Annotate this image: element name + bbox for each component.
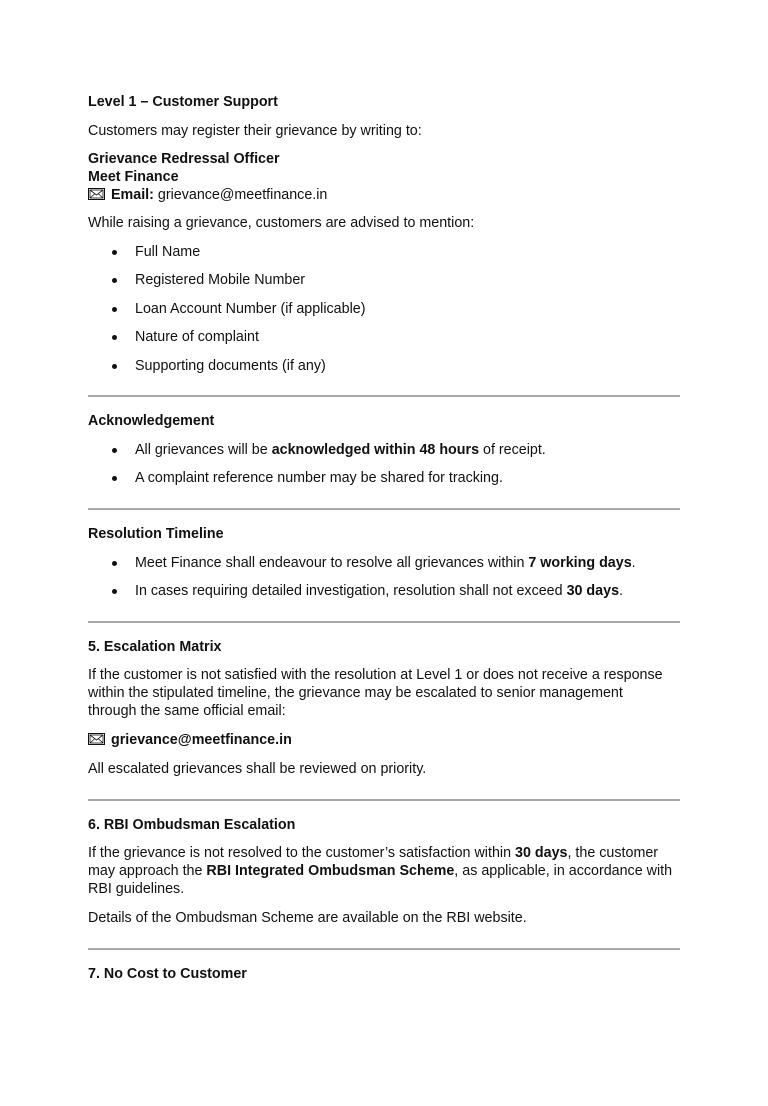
section-divider (88, 799, 680, 801)
list-text-bold: 30 days (566, 583, 620, 600)
list-text: . (631, 554, 636, 571)
escalation-email-link[interactable]: grievance@meetfinance.in (111, 732, 292, 749)
list-item (88, 554, 680, 572)
email-label: Email: (111, 187, 154, 203)
paragraph-line: within the stipulated timeline, the grievance may be escalated to senior management (88, 685, 623, 702)
paragraph-line: through the same official email: (88, 703, 286, 720)
company-name: Meet Finance (88, 169, 179, 185)
list-item: A complaint reference number may be shared for tracking. (88, 469, 680, 487)
paragraph-text: RBI guidelines. (88, 881, 185, 898)
paragraph-text: , the customer (567, 845, 659, 862)
section-divider (88, 508, 680, 510)
paragraph-line: If the customer is not satisfied with the resolution at Level 1 or does not receive a response (88, 667, 663, 684)
list-text-bold: 7 working days (528, 554, 632, 571)
list-text: . (619, 583, 624, 600)
resolution-heading: Resolution Timeline (88, 526, 224, 543)
list-text: Meet Finance shall endeavour to resolve all grievances within (135, 554, 529, 571)
list-text: of receipt. (479, 441, 546, 458)
document-content (88, 93, 680, 983)
email-line (88, 186, 680, 204)
ombudsman-details-note: Details of the Ombudsman Scheme are available on the RBI website. (88, 910, 527, 927)
paragraph-text: may approach the (88, 863, 207, 880)
resolution-list (88, 554, 680, 601)
list-item: Supporting documents (if any) (88, 357, 680, 375)
section-divider (88, 948, 680, 950)
paragraph-text: If the grievance is not resolved to the customer’s satisfaction within (88, 845, 516, 862)
acknowledgement-list (88, 441, 680, 488)
envelope-icon (88, 733, 105, 745)
list-item (88, 582, 680, 600)
email-link[interactable]: grievance@meetfinance.in (157, 187, 328, 203)
list-item: Nature of complaint (88, 328, 680, 346)
list-item (88, 441, 680, 459)
officer-title: Grievance Redressal Officer (88, 151, 280, 167)
ombudsman-paragraph (88, 844, 680, 898)
section-divider (88, 395, 680, 397)
list-text: In cases requiring detailed investigation, resolution shall not exceed (135, 583, 567, 600)
no-cost-heading: 7. No Cost to Customer (88, 966, 247, 983)
list-item: Full Name (88, 243, 680, 261)
list-text: All grievances will be (135, 441, 272, 458)
paragraph-text-bold: RBI Integrated Ombudsman Scheme (206, 863, 455, 880)
level1-heading: Level 1 – Customer Support (88, 94, 278, 110)
level1-advice: While raising a grievance, customers are advised to mention: (88, 215, 475, 231)
escalation-priority-note: All escalated grievances shall be reviewed on priority. (88, 761, 427, 778)
paragraph-text-bold: 30 days (515, 845, 568, 862)
ombudsman-heading: 6. RBI Ombudsman Escalation (88, 817, 296, 834)
level1-intro: Customers may register their grievance by writing to: (88, 123, 422, 139)
envelope-icon (88, 188, 105, 200)
list-item: Registered Mobile Number (88, 271, 680, 289)
escalation-paragraph (88, 666, 680, 720)
escalation-heading: 5. Escalation Matrix (88, 639, 222, 656)
list-text-bold: acknowledged within 48 hours (271, 441, 480, 458)
section-divider (88, 621, 680, 623)
acknowledgement-heading: Acknowledgement (88, 412, 215, 429)
escalation-email-line (88, 731, 680, 749)
required-details-list (88, 243, 680, 375)
list-item: Loan Account Number (if applicable) (88, 300, 680, 318)
paragraph-text: , as applicable, in accordance with (454, 863, 673, 880)
